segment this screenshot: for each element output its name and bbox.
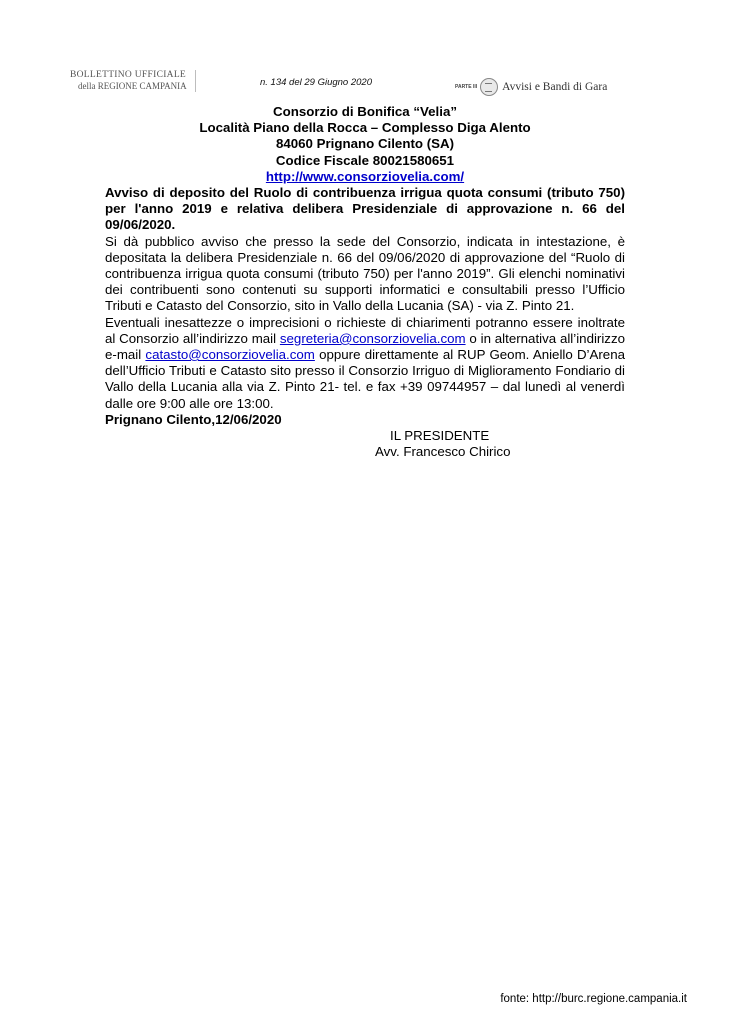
- parte-label: PARTE III: [455, 84, 478, 90]
- signature-name: Avv. Francesco Chirico: [375, 444, 511, 460]
- bollettino-logo: [70, 70, 196, 92]
- bollettino-title: BOLLETTINO UFFICIALE: [70, 70, 187, 80]
- consortium-postal: 84060 Prignano Cilento (SA): [275, 136, 455, 152]
- page-header: [70, 70, 630, 102]
- notice-paragraph-2: [105, 315, 625, 412]
- consortium-name: Consorzio di Bonifica “Velia”: [273, 104, 457, 119]
- notice-content: [105, 104, 625, 460]
- signature-title: IL PRESIDENTE: [390, 428, 490, 444]
- letterhead: [105, 104, 625, 185]
- notice-title: Avviso di deposito del Ruolo di contribuenza irrigua quota consumi (tributo 750) per l'anno 2019 e relativa delibera Presidenziale di approvazione n. 66 del 09/06/2020.: [105, 185, 625, 233]
- email-link-catasto[interactable]: catasto@consorziovelia.com: [145, 347, 315, 363]
- parte-title: Avvisi e Bandi di Gara: [502, 81, 608, 93]
- paragraph-2-text-c: oppure direttamente al RUP Geom. Aniello D’Arena dell’Ufficio Tributi e Catasto sito presso il Consorzio Irriguo di Miglioramento Fondiario di Vallo della Lucania alla via Z. Pinto 21- tel. e fax +39 09744957 – dal lunedì al venerdì dalle ore 9:00 alle ore 13:00.: [105, 347, 625, 411]
- bollettino-subtitle: della REGIONE CAMPANIA: [78, 81, 187, 91]
- section-icon: [480, 78, 498, 96]
- place-date: Prignano Cilento,12/06/2020: [105, 411, 282, 427]
- consortium-location: Località Piano della Rocca – Complesso Diga Alento: [199, 120, 531, 136]
- paragraph-2-text-a: Eventuali inesattezze o imprecisioni o richieste di chiarimenti potranno essere inoltrate al Consorzio all’indirizzo mail: [105, 314, 625, 346]
- notice-paragraph-1: Si dà pubblico avviso che presso la sede del Consorzio, indicata in intestazione, è depositata la delibera Presidenziale n. 66 del 09/06/2020 di approvazione del “Ruolo di contribuenza irrigua quota consumi (tributo 750) per l'anno 2019”. Gli elenchi nominativi dei contribuenti sono contenuti su supporti informatici e consultabili presso l’Ufficio Tributi e Catasto del Consorzio, sito in Vallo della Lucania (SA) - via Z. Pinto 21.: [105, 233, 625, 314]
- website-link[interactable]: http://www.consorziovelia.com/: [265, 168, 465, 184]
- section-label: [455, 78, 607, 96]
- source-footer: fonte: http://burc.regione.campania.it: [500, 993, 687, 1005]
- consortium-tax-code: Codice Fiscale 80021580651: [275, 152, 455, 168]
- email-link-segreteria[interactable]: segreteria@consorziovelia.com: [279, 330, 466, 346]
- issue-number: n. 134 del 29 Giugno 2020: [260, 77, 372, 88]
- signature-block: [375, 428, 625, 460]
- paragraph-2-text-b: o in alternativa all’indirizzo e-mail: [105, 330, 625, 363]
